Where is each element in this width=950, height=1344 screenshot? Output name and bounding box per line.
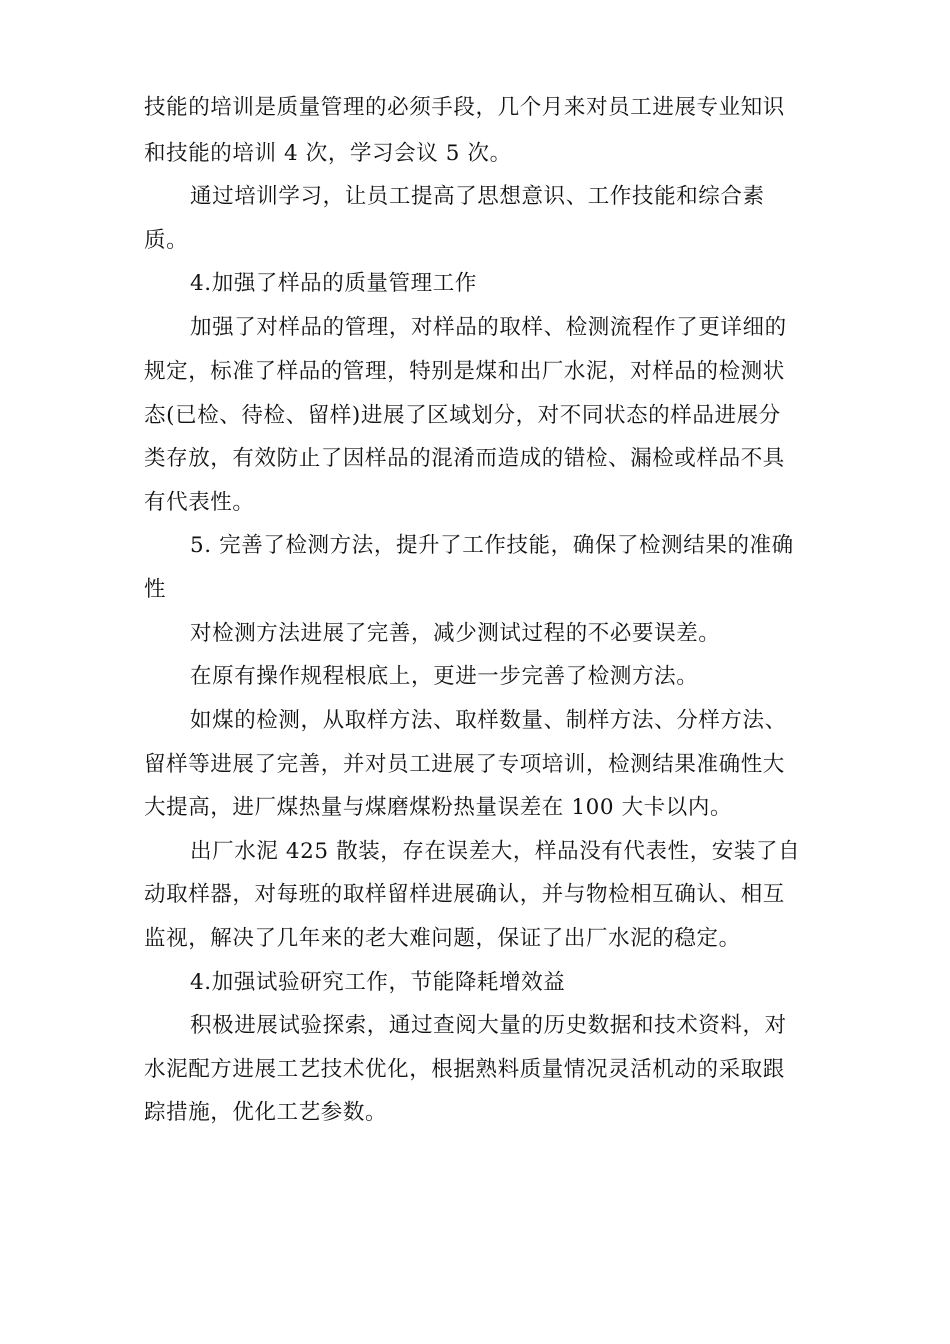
text-line: 留样等进展了完善，并对员工进展了专项培训，检测结果准确性大 — [144, 752, 785, 777]
section-heading: 4.加强了样品的质量管理工作 — [190, 271, 477, 296]
text-line: 监视，解决了几年来的老大难问题，保证了出厂水泥的稳定。 — [144, 926, 741, 951]
text-line: 规定，标准了样品的管理，特别是煤和出厂水泥，对样品的检测状 — [144, 359, 785, 384]
text-line: 动取样器，对每班的取样留样进展确认，并与物检相互确认、相互 — [144, 882, 785, 907]
section-heading: 5. 完善了检测方法，提升了工作技能，确保了检测结果的准确 — [190, 533, 794, 558]
text-line: 对检测方法进展了完善，减少测试过程的不必要误差。 — [190, 621, 721, 646]
text-line: 加强了对样品的管理，对样品的取样、检测流程作了更详细的 — [190, 315, 787, 340]
text-line: 和技能的培训 4 次，学习会议 5 次。 — [144, 141, 512, 166]
text-line: 积极进展试验探索，通过查阅大量的历史数据和技术资料，对 — [190, 1013, 787, 1038]
text-line: 类存放，有效防止了因样品的混淆而造成的错检、漏检或样品不具 — [144, 446, 785, 471]
text-line: 有代表性。 — [144, 490, 255, 515]
text-line: 如煤的检测，从取样方法、取样数量、制样方法、分样方法、 — [190, 708, 787, 733]
text-line: 水泥配方进展工艺技术优化，根据熟料质量情况灵活机动的采取跟 — [144, 1057, 785, 1082]
section-heading-continued: 性 — [144, 577, 167, 602]
text-line: 态(已检、待检、留样)进展了区域划分，对不同状态的样品进展分 — [144, 403, 781, 428]
text-line: 大提高，进厂煤热量与煤磨煤粉热量误差在 100 大卡以内。 — [144, 795, 733, 820]
section-heading: 4.加强试验研究工作，节能降耗增效益 — [190, 970, 566, 995]
text-line: 质。 — [144, 228, 189, 253]
text-line: 通过培训学习，让员工提高了思想意识、工作技能和综合素 — [190, 184, 765, 209]
text-line: 在原有操作规程根底上，更进一步完善了检测方法。 — [190, 664, 699, 689]
text-line: 出厂水泥 425 散装，存在误差大，样品没有代表性，安装了自 — [190, 839, 801, 864]
text-line: 踪措施，优化工艺参数。 — [144, 1100, 388, 1125]
text-line: 技能的培训是质量管理的必须手段，几个月来对员工进展专业知识 — [144, 95, 785, 120]
